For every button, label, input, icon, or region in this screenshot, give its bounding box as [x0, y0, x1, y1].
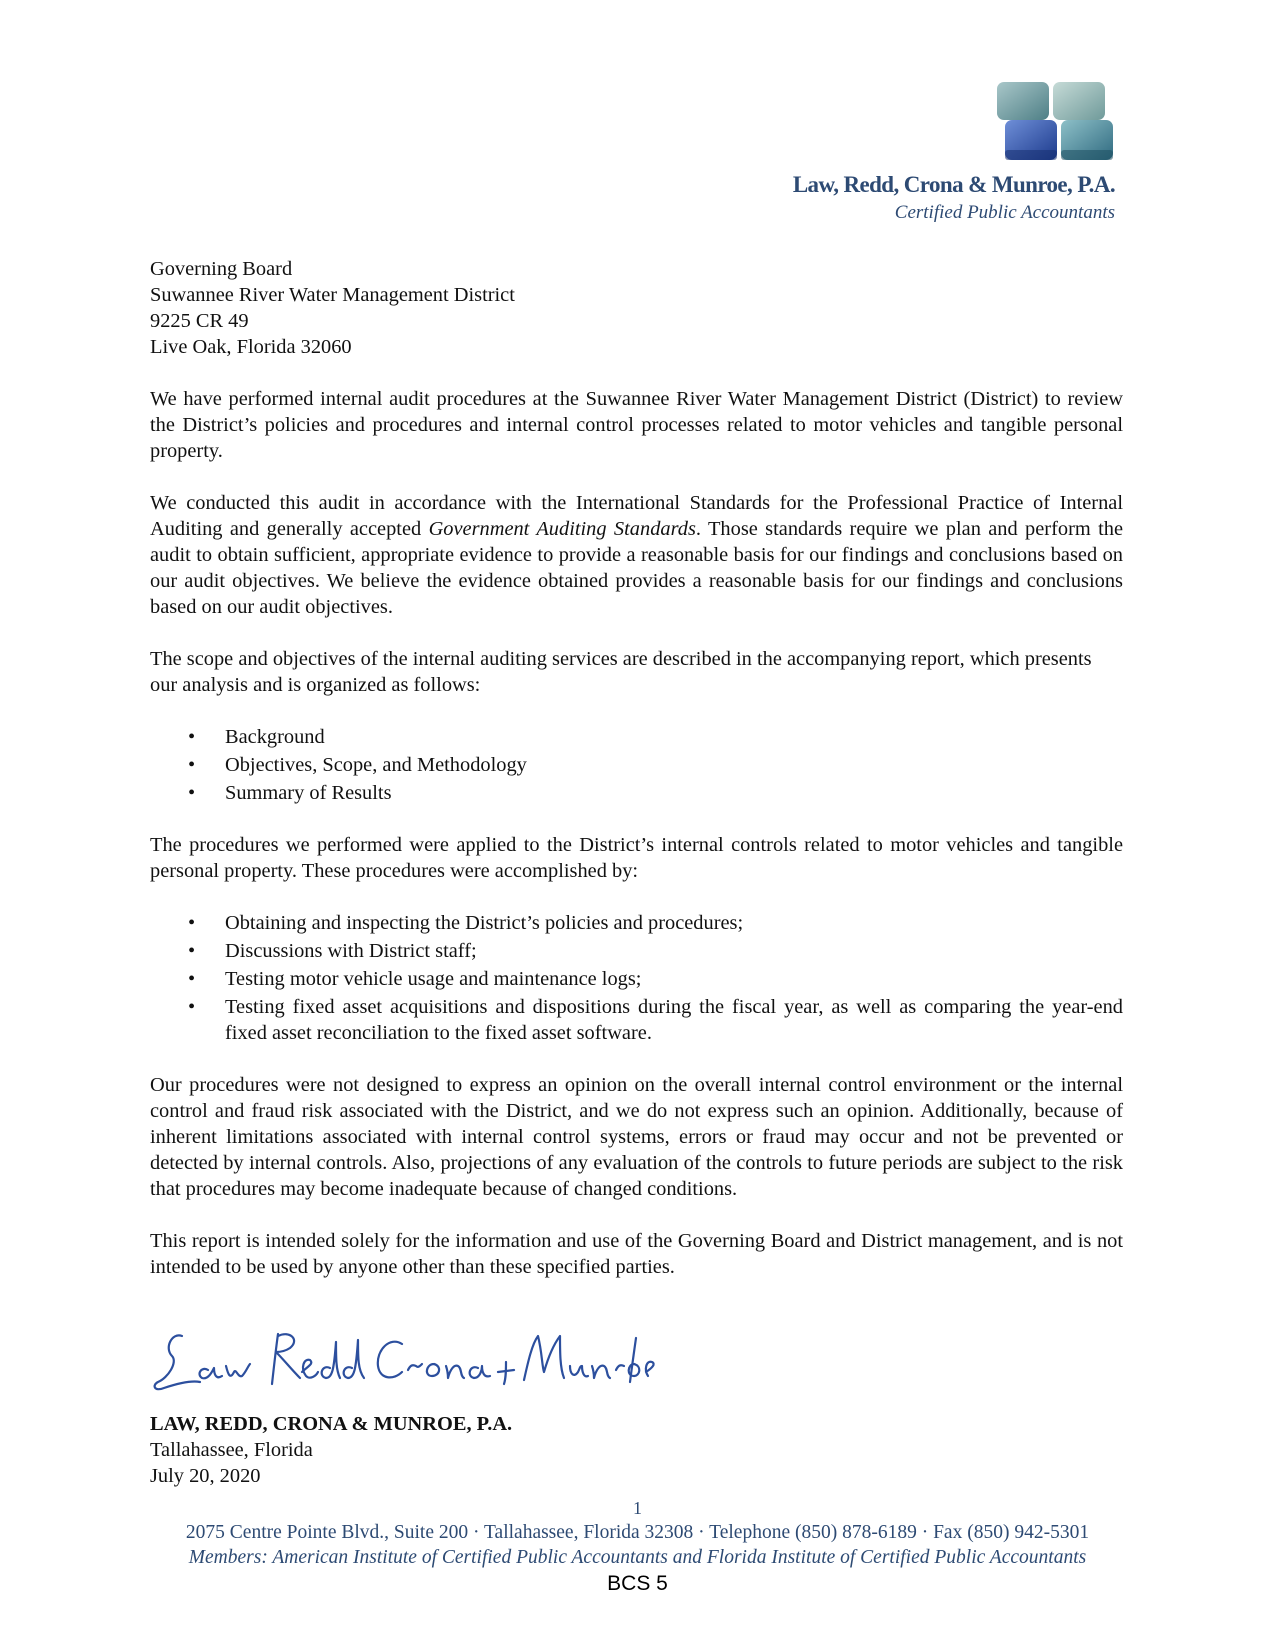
footer-members: Members: American Institute of Certified Public Accountants and Florida Institute of Certified Public Accountants [188, 1547, 1087, 1568]
recipient-line: 9225 CR 49 [150, 310, 249, 332]
list-item-text: Background [225, 726, 325, 748]
page-number: 1 [633, 1498, 642, 1518]
signatory-firm: LAW, REDD, CRONA & MUNROE, P.A. [150, 1413, 513, 1435]
bullet-icon: • [188, 726, 196, 748]
bullet-icon: • [188, 940, 196, 962]
letter-date: July 20, 2020 [150, 1465, 261, 1487]
standards-text-end: . Those standards require we plan and perform the audit to obtain sufficient, appropriate evidence to provide a reasonable basis for our findings and conclusions based on our audit objectives. We believe the evidence obtained provides a reasonable basis for our findings and conclusions based on our audit objectives. [150, 518, 1123, 618]
list-item-text: Testing fixed asset acquisitions and dispositions during the fiscal year, as well as comparing the year-end fixed asset reconciliation to the fixed asset software. [225, 996, 1123, 1044]
standards-text-start: We conducted this audit in accordance with the International Standards for the Professional Practice of Internal Auditing and generally accepted [150, 492, 1123, 540]
letter-body [150, 256, 1123, 1280]
procedures-paragraph: The procedures we performed were applied to the District’s internal controls related to motor vehicles and tangible personal property. These procedures were accomplished by: [150, 834, 1123, 882]
closing-block [150, 1411, 512, 1489]
bullet-icon: • [188, 968, 196, 990]
bullet-icon: • [188, 996, 196, 1018]
recipient-address [150, 256, 1123, 360]
standards-paragraph [150, 490, 1123, 620]
list-item [150, 994, 1123, 1046]
bullet-icon: • [188, 782, 196, 804]
signatory-city: Tallahassee, Florida [150, 1439, 313, 1461]
list-item-text: Summary of Results [225, 782, 392, 804]
footer-address: 2075 Centre Pointe Blvd., Suite 200 · Tallahassee, Florida 32308 · Telephone (850) 878-6189 · Fax (850) 942-5301 [185, 1522, 1090, 1543]
bullet-icon: • [188, 754, 196, 776]
scope-paragraph: The scope and objectives of the internal auditing services are described in the accompanying report, which presents our analysis and is organized as follows: [150, 648, 1092, 696]
list-item [150, 910, 1123, 936]
recipient-line: Governing Board [150, 258, 293, 280]
list-item-text: Testing motor vehicle usage and maintenance logs; [225, 968, 642, 990]
list-item [150, 938, 1123, 964]
intro-paragraph: We have performed internal audit procedures at the Suwannee River Water Management District (District) to review the District’s policies and procedures and internal control processes related to motor vehicles and tangible personal property. [150, 388, 1123, 462]
list-item [150, 780, 1123, 806]
list-item [150, 752, 1123, 778]
report-sections-list [150, 724, 1123, 806]
limitations-paragraph: Our procedures were not designed to express an opinion on the overall internal control environment or the internal control and fraud risk associated with the District, and we do not express such an opinion. Additionally, because of inherent limitations associated with internal control systems, errors or fraud may occur and not be prevented or detected by internal controls. Also, projections of any evaluation of the controls to future periods are subject to the risk that procedures may become inadequate because of changed conditions. [150, 1074, 1123, 1200]
list-item [150, 966, 1123, 992]
recipient-line: Live Oak, Florida 32060 [150, 336, 352, 358]
intended-use-paragraph: This report is intended solely for the information and use of the Governing Board and District management, and is not intended to be used by anyone other than these specified parties. [150, 1230, 1123, 1278]
document-code: BCS 5 [607, 1572, 668, 1595]
list-item-text: Obtaining and inspecting the District’s policies and procedures; [225, 912, 744, 934]
firm-name: Law, Redd, Crona & Munroe, P.A. [792, 172, 1115, 197]
list-item-text: Objectives, Scope, and Methodology [225, 754, 527, 776]
firm-tagline: Certified Public Accountants [894, 202, 1115, 223]
list-item [150, 724, 1123, 750]
bullet-icon: • [188, 912, 196, 934]
list-item-text: Discussions with District staff; [225, 940, 477, 962]
firm-logo-icon [993, 80, 1115, 164]
standards-title: Government Auditing Standards [428, 518, 696, 540]
procedures-list [150, 910, 1123, 1046]
recipient-line: Suwannee River Water Management District [150, 284, 515, 306]
handwritten-signature [150, 1322, 660, 1396]
